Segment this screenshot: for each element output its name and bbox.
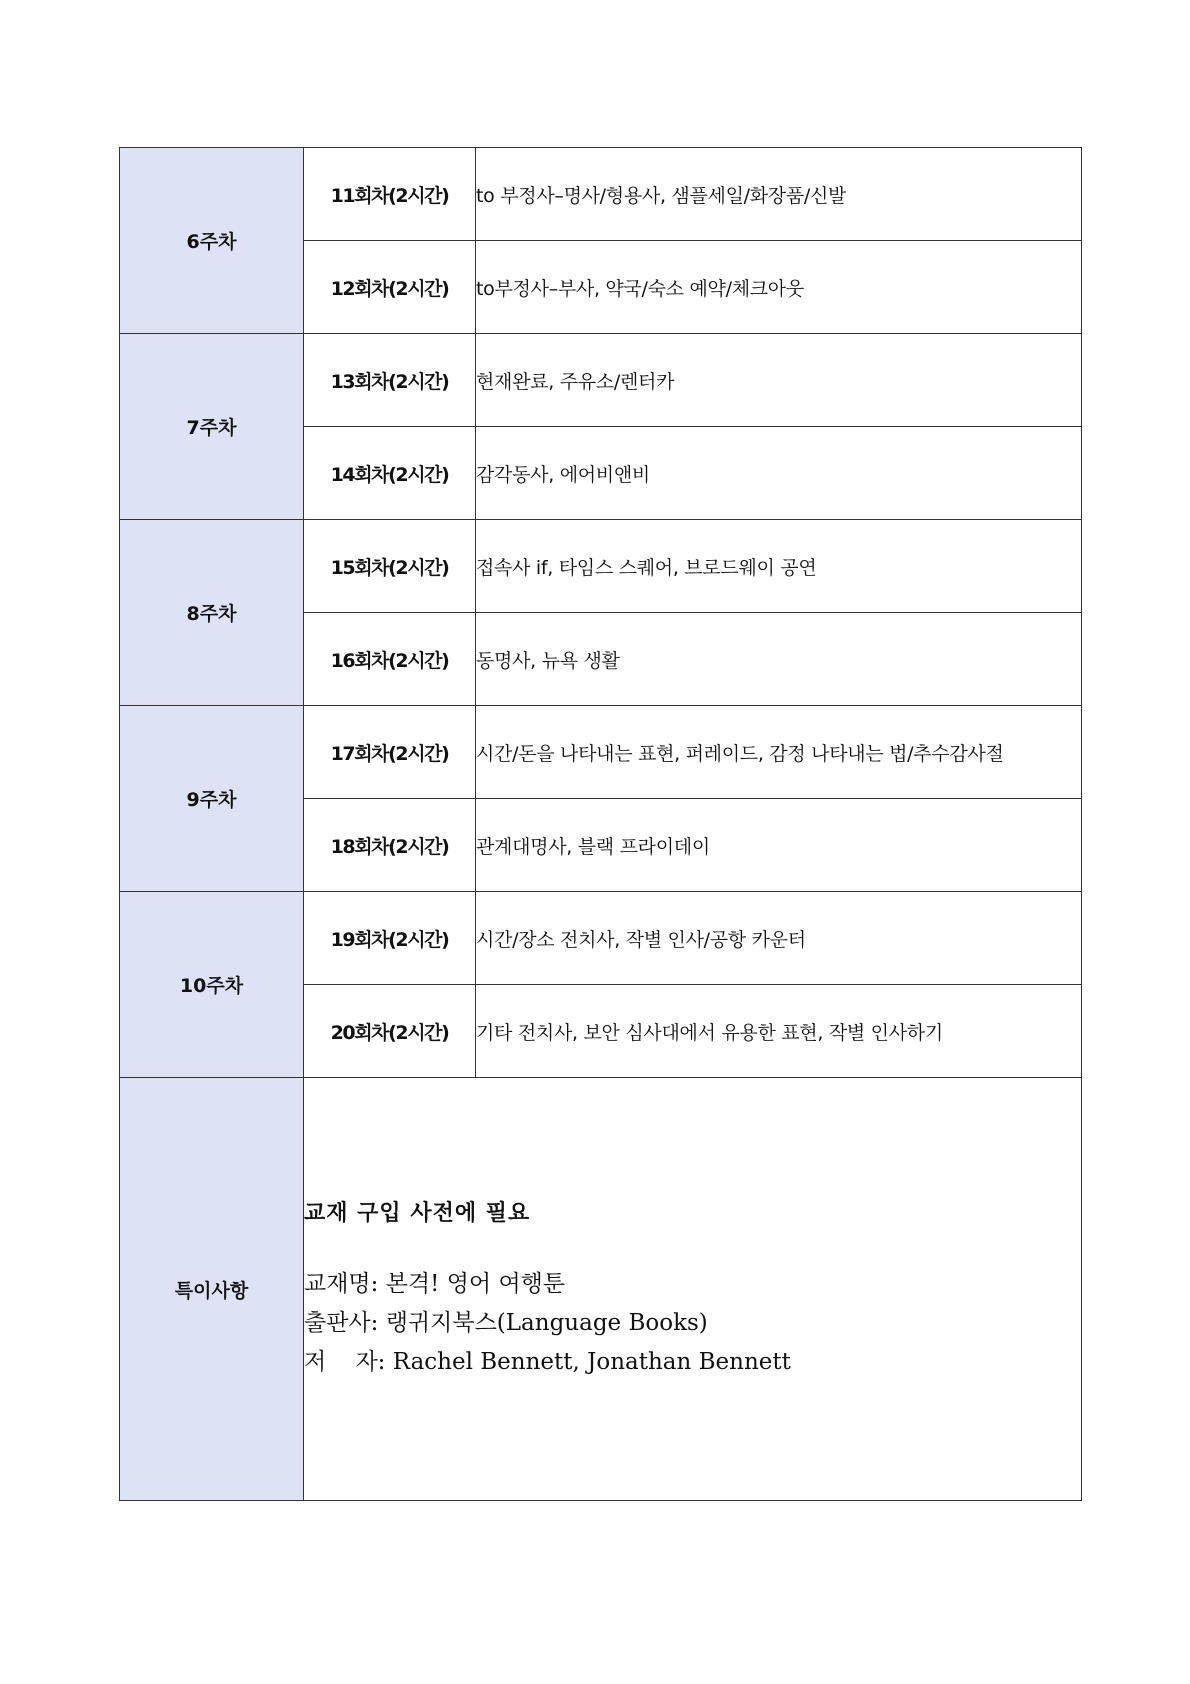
notes-body xyxy=(304,1078,1082,1501)
session-label: 11회차(2시간) xyxy=(304,148,476,241)
course-schedule-table xyxy=(119,147,1082,1501)
week-label: 10주차 xyxy=(120,892,304,1078)
session-content: 시간/장소 전치사, 작별 인사/공항 카운터 xyxy=(476,892,1082,985)
session-content: 시간/돈을 나타내는 표현, 퍼레이드, 감정 나타내는 법/추수감사절 xyxy=(476,706,1082,799)
notes-label: 특이사항 xyxy=(120,1078,304,1501)
table-row xyxy=(120,148,1082,241)
week-label: 8주차 xyxy=(120,520,304,706)
week-label: 6주차 xyxy=(120,148,304,334)
session-content: to 부정사–명사/형용사, 샘플세일/화장품/신발 xyxy=(476,148,1082,241)
session-content: to부정사–부사, 약국/숙소 예약/체크아웃 xyxy=(476,241,1082,334)
session-label: 14회차(2시간) xyxy=(304,427,476,520)
session-content: 관계대명사, 블랙 프라이데이 xyxy=(476,799,1082,892)
session-label: 17회차(2시간) xyxy=(304,706,476,799)
notes-heading: 교재 구입 사전에 필요 xyxy=(304,1201,531,1226)
table-row xyxy=(120,520,1082,613)
table-row xyxy=(120,334,1082,427)
session-label: 19회차(2시간) xyxy=(304,892,476,985)
session-label: 20회차(2시간) xyxy=(304,985,476,1078)
session-content: 접속사 if, 타임스 스퀘어, 브로드웨이 공연 xyxy=(476,520,1082,613)
session-content: 기타 전치사, 보안 심사대에서 유용한 표현, 작별 인사하기 xyxy=(476,985,1082,1078)
session-content: 감각동사, 에어비앤비 xyxy=(476,427,1082,520)
session-label: 15회차(2시간) xyxy=(304,520,476,613)
session-label: 16회차(2시간) xyxy=(304,613,476,706)
session-content: 동명사, 뉴욕 생활 xyxy=(476,613,1082,706)
session-label: 12회차(2시간) xyxy=(304,241,476,334)
week-label: 7주차 xyxy=(120,334,304,520)
session-label: 13회차(2시간) xyxy=(304,334,476,427)
notes-row xyxy=(120,1078,1082,1501)
table-row xyxy=(120,892,1082,985)
author-line: 저 자: Rachel Bennett, Jonathan Bennett xyxy=(304,1349,791,1375)
session-label: 18회차(2시간) xyxy=(304,799,476,892)
session-content: 현재완료, 주유소/렌터카 xyxy=(476,334,1082,427)
table-row xyxy=(120,706,1082,799)
publisher-line: 출판사: 랭귀지북스(Language Books) xyxy=(304,1310,708,1336)
textbook-title-line: 교재명: 본격! 영어 여행툰 xyxy=(304,1271,566,1297)
week-label: 9주차 xyxy=(120,706,304,892)
